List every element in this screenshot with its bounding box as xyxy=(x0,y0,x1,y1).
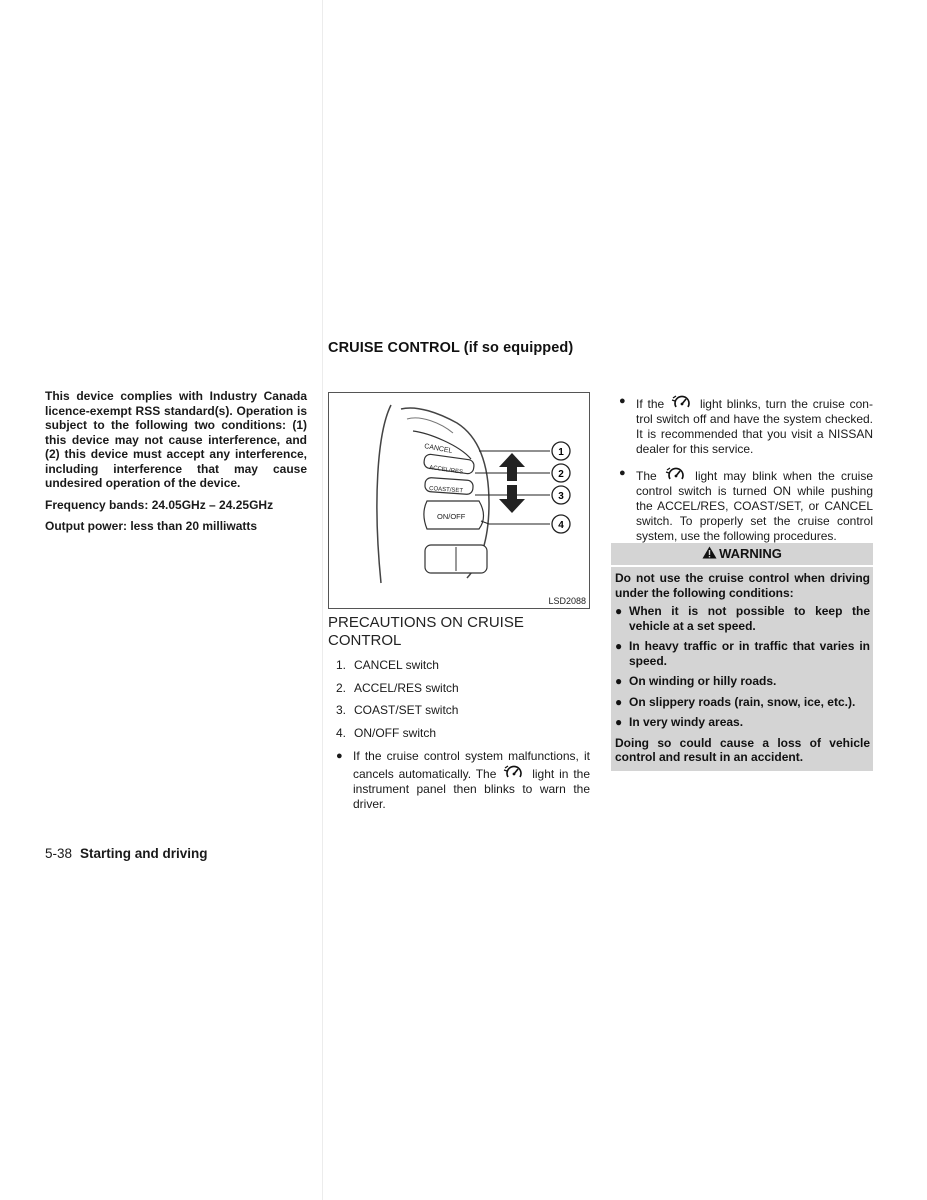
warning-closing: Doing so could cause a loss of vehicle control and result in an accident. xyxy=(615,735,870,764)
list-item: 1. CANCEL switch xyxy=(336,658,439,672)
compliance-notice xyxy=(45,389,307,541)
output-power: Output power: less than 20 milliwatts xyxy=(45,519,258,533)
list-item: ● If the light blinks, turn the cruise control switch off and have the system checked. It is recommended that you visit a NISSAN dealer for this service. xyxy=(619,395,873,456)
bullet-icon: ● xyxy=(619,467,626,479)
warning-conditions xyxy=(615,604,870,730)
bullet-icon: ● xyxy=(619,395,626,407)
page-number: 5-38 xyxy=(45,846,73,861)
warning-box xyxy=(611,543,873,771)
up-arrow-icon xyxy=(499,453,525,481)
bullet-icon: ● xyxy=(336,750,343,762)
list-item: ● The light may blink when the cruise control switch is turned ON while pushing the ACCEL/RES, COAST/SET, or CANCEL switch. To properly set the cruise control system, use the following procedures. xyxy=(619,467,873,543)
precautions-heading: PRECAUTIONS ON CRUISE CONTROL xyxy=(328,614,524,649)
list-item: ● When it is not possible to keep the vehicle at a set speed. xyxy=(615,604,870,633)
list-item: 3. COAST/SET switch xyxy=(336,703,459,717)
list-item: ● On winding or hilly roads. xyxy=(615,674,777,688)
callout-4-number: 4 xyxy=(558,520,564,531)
callout-3-number: 3 xyxy=(558,491,564,502)
down-arrow-icon xyxy=(499,485,525,513)
list-item: ● In very windy areas. xyxy=(615,715,744,729)
section-title: CRUISE CONTROL (if so equipped) xyxy=(328,340,574,356)
column-rule xyxy=(322,0,323,1200)
callout-2-number: 2 xyxy=(558,469,564,480)
cruise-control-indicator-icon xyxy=(665,466,687,482)
list-item: ● In heavy traffic or in traffic that varies in speed. xyxy=(615,639,870,668)
malfunction-bullets xyxy=(336,749,590,812)
list-item: ● On slippery roads (rain, snow, ice, etc.). xyxy=(615,694,856,709)
list-item: 2. ACCEL/RES switch xyxy=(336,680,459,695)
accel-res-label: ACCEL/RES xyxy=(428,465,464,476)
warning-triangle-icon xyxy=(702,546,717,559)
list-item: 4. ON/OFF switch xyxy=(336,725,437,740)
warning-title: WARNING xyxy=(611,543,873,567)
steering-wheel-switch-illustration xyxy=(329,393,589,608)
frequency-bands: Frequency bands: 24.05GHz – 24.25GHz xyxy=(45,497,274,512)
switch-list xyxy=(336,657,590,747)
figure-id: LSD2088 xyxy=(548,596,586,606)
indicator-bullets xyxy=(619,394,873,553)
page-footer xyxy=(45,846,208,861)
on-off-label: ON/OFF xyxy=(437,512,466,521)
cruise-control-indicator-icon xyxy=(503,764,525,780)
coast-set-label: COAST/SET xyxy=(428,486,464,495)
cruise-control-indicator-icon xyxy=(671,394,693,410)
chapter-title: Starting and driving xyxy=(80,846,208,861)
compliance-paragraph: This device complies with Industry Canada licence-exempt RSS standard(s). Operation is subject to the following two conditions: (1) this device may not cause interference, and (2) this device must accept any interference, including interference that may cause undesired operation of the device. xyxy=(45,389,307,490)
list-item: ● If the cruise control system malfunctions, it cancels automatically. The light in the instrument panel then blinks to warn the driver. xyxy=(336,749,590,811)
cancel-label: CANCEL xyxy=(423,443,453,455)
cruise-switch-figure xyxy=(328,392,590,609)
callout-1-number: 1 xyxy=(558,447,564,458)
warning-intro: Do not use the cruise control when driving under the following conditions: xyxy=(615,571,870,600)
